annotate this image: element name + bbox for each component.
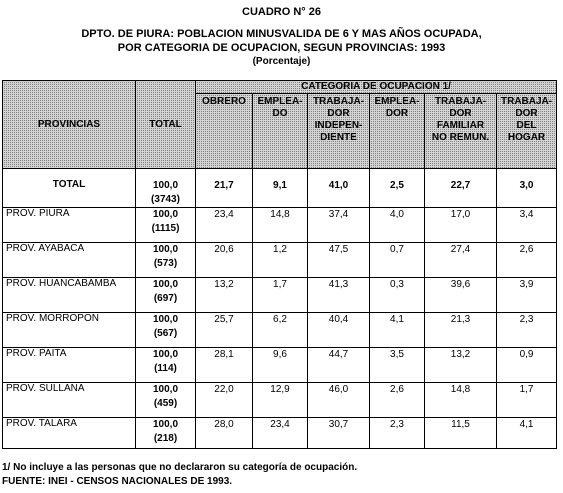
cell-empleado bbox=[253, 383, 308, 418]
cell-value: 4,0 bbox=[390, 209, 404, 220]
cell-total-count: (114) bbox=[154, 363, 177, 374]
cell-value: 46,0 bbox=[328, 384, 349, 395]
header-empleado bbox=[253, 94, 308, 169]
header-line: DO bbox=[272, 108, 288, 119]
cell-value: 2,6 bbox=[390, 384, 404, 395]
cell-independiente bbox=[308, 313, 370, 348]
cell-value: 12,9 bbox=[270, 384, 290, 395]
header-line: TRABAJA- bbox=[312, 96, 365, 107]
cell-value: 1,7 bbox=[273, 279, 287, 290]
cell-independiente bbox=[308, 208, 370, 243]
cell-value: 0,7 bbox=[390, 244, 404, 255]
cell-total-count: (218) bbox=[153, 433, 178, 444]
cell-value: 21,7 bbox=[214, 180, 234, 191]
cell-value: 2,3 bbox=[519, 314, 534, 325]
cell-total bbox=[136, 348, 196, 383]
cell-empleado bbox=[253, 348, 308, 383]
cell-total-count: (697) bbox=[153, 293, 178, 304]
cell-value: 3,0 bbox=[519, 180, 534, 191]
header-empleador bbox=[370, 94, 425, 169]
cell-total-value: 100,0 bbox=[152, 314, 179, 325]
cell-obrero bbox=[196, 243, 253, 278]
cell-obrero bbox=[196, 169, 253, 208]
cell-empleador bbox=[370, 313, 425, 348]
cell-hogar bbox=[497, 208, 557, 243]
cell-value: 0,3 bbox=[390, 279, 404, 290]
table-row bbox=[3, 418, 557, 449]
header-total: TOTAL bbox=[136, 81, 196, 169]
cell-total-value: 100,0 bbox=[152, 209, 179, 220]
cell-hogar bbox=[497, 278, 557, 313]
cell-value: 1,2 bbox=[273, 244, 287, 255]
cell-obrero bbox=[196, 383, 253, 418]
cell-obrero bbox=[196, 313, 253, 348]
cell-value: 41,3 bbox=[328, 279, 349, 290]
cell-familiar bbox=[425, 278, 497, 313]
cell-empleador bbox=[370, 383, 425, 418]
header-line: DEL bbox=[516, 120, 537, 131]
cell-total bbox=[136, 278, 196, 313]
table-row bbox=[3, 243, 557, 278]
cell-value: 6,2 bbox=[273, 314, 287, 325]
cell-value: 25,7 bbox=[214, 314, 234, 325]
cell-independiente bbox=[308, 418, 370, 449]
table-unit: (Porcentaje) bbox=[252, 56, 311, 67]
cell-obrero bbox=[196, 208, 253, 243]
cell-value: 47,5 bbox=[328, 244, 349, 255]
cell-empleado bbox=[253, 243, 308, 278]
cell-total-count: (573) bbox=[153, 258, 178, 269]
data-table bbox=[2, 80, 557, 449]
cell-independiente bbox=[308, 243, 370, 278]
cell-provincia: PROV. AYABACA bbox=[3, 243, 136, 278]
cell-familiar bbox=[425, 169, 497, 208]
cell-total-value: 100,0 bbox=[152, 279, 179, 290]
cell-total bbox=[136, 418, 196, 449]
cell-value: 4,1 bbox=[519, 419, 534, 430]
cell-value: 40,4 bbox=[328, 314, 349, 325]
cell-empleado bbox=[253, 313, 308, 348]
cell-total bbox=[136, 169, 196, 208]
cell-value: 21,3 bbox=[450, 314, 471, 325]
table-title-line1: DPTO. DE PIURA: POBLACION MINUSVALIDA DE 6 Y MAS AÑOS OCUPADA, bbox=[81, 28, 482, 40]
cell-provincia: PROV. MORROPON bbox=[3, 313, 136, 348]
cell-familiar bbox=[425, 383, 497, 418]
cell-value: 2,6 bbox=[519, 244, 534, 255]
cell-total bbox=[136, 208, 196, 243]
header-obrero bbox=[196, 94, 253, 169]
header-line: DOR bbox=[327, 108, 350, 119]
cell-value: 22,7 bbox=[450, 180, 471, 191]
cell-provincia: PROV. SULLANA bbox=[3, 383, 136, 418]
cell-provincia: PROV. TALARA bbox=[3, 418, 136, 449]
cell-empleado bbox=[253, 418, 308, 449]
cell-provincia: PROV. HUANCABAMBA bbox=[3, 278, 136, 313]
cell-value: 17,0 bbox=[450, 209, 471, 220]
cell-hogar bbox=[497, 383, 557, 418]
cell-total-value: 100,0 bbox=[152, 180, 179, 191]
cell-empleador bbox=[370, 418, 425, 449]
cell-hogar bbox=[497, 169, 557, 208]
cell-value: 37,4 bbox=[328, 209, 349, 220]
title-block bbox=[0, 6, 563, 69]
cell-value: 9,6 bbox=[273, 349, 287, 360]
cell-value: 13,2 bbox=[214, 279, 234, 290]
cell-empleador bbox=[370, 243, 425, 278]
cell-value: 22,0 bbox=[214, 384, 234, 395]
header-line: DIENTE bbox=[320, 132, 357, 143]
cell-provincia: PROV. PAITA bbox=[3, 348, 136, 383]
cell-empleador bbox=[370, 208, 425, 243]
cell-familiar bbox=[425, 243, 497, 278]
cell-value: 4,1 bbox=[390, 314, 404, 325]
cell-value: 28,0 bbox=[214, 419, 234, 430]
header-line: TRABAJA- bbox=[434, 96, 487, 107]
cell-total-count: (3743) bbox=[151, 194, 180, 205]
cell-value: 13,2 bbox=[450, 349, 471, 360]
header-line: DOR bbox=[449, 108, 472, 119]
cell-value: 27,4 bbox=[450, 244, 471, 255]
cell-obrero bbox=[196, 278, 253, 313]
cell-independiente bbox=[308, 278, 370, 313]
cell-value: 2,3 bbox=[390, 419, 404, 430]
header-line: INDEPEN- bbox=[314, 120, 363, 131]
cell-obrero bbox=[196, 348, 253, 383]
cell-provincia: TOTAL bbox=[3, 169, 136, 208]
cell-value: 14,8 bbox=[270, 209, 290, 220]
table-row bbox=[3, 348, 557, 383]
table-row bbox=[3, 313, 557, 348]
cell-value: 11,5 bbox=[451, 419, 470, 430]
cell-value: 30,7 bbox=[328, 419, 349, 430]
table-number: CUADRO N° 26 bbox=[242, 6, 321, 18]
footnote: 1/ No incluye a las personas que no declararon su categoría de ocupación. bbox=[2, 462, 358, 473]
header-line: OBRERO bbox=[202, 96, 246, 107]
header-line: EMPLEA- bbox=[374, 96, 420, 107]
header-line: FAMILIAR bbox=[436, 120, 485, 131]
cell-total-count: (1115) bbox=[151, 223, 180, 234]
table-row bbox=[3, 208, 557, 243]
cell-value: 44,7 bbox=[328, 349, 349, 360]
cell-value: 41,0 bbox=[328, 180, 349, 191]
cell-total-value: 100,0 bbox=[152, 244, 179, 255]
header-trabajador-hogar bbox=[497, 94, 557, 169]
footer bbox=[2, 461, 357, 489]
cell-hogar bbox=[497, 243, 557, 278]
cell-value: 9,1 bbox=[273, 180, 287, 191]
table-body bbox=[3, 169, 557, 449]
cell-independiente bbox=[308, 169, 370, 208]
cell-value: 3,4 bbox=[519, 209, 534, 220]
table-row bbox=[3, 278, 557, 313]
cell-independiente bbox=[308, 348, 370, 383]
cell-value: 39,6 bbox=[450, 279, 471, 290]
cell-familiar bbox=[425, 348, 497, 383]
cell-familiar bbox=[425, 313, 497, 348]
cell-total-value: 100,0 bbox=[152, 384, 179, 395]
cell-value: 1,7 bbox=[519, 384, 534, 395]
source-note: FUENTE: INEI - CENSOS NACIONALES DE 1993. bbox=[2, 476, 233, 487]
cell-familiar bbox=[425, 208, 497, 243]
cell-empleador bbox=[370, 348, 425, 383]
cell-total-value: 100,0 bbox=[152, 419, 179, 430]
cell-hogar bbox=[497, 313, 557, 348]
cell-total bbox=[136, 383, 196, 418]
cell-total bbox=[136, 243, 196, 278]
header-line: TRABAJA- bbox=[500, 96, 553, 107]
cell-value: 14,8 bbox=[450, 384, 471, 395]
cell-hogar bbox=[497, 348, 557, 383]
header-trabajador-independiente bbox=[308, 94, 370, 169]
cell-value: 2,5 bbox=[390, 180, 404, 191]
cell-value: 0,9 bbox=[519, 349, 534, 360]
cell-value: 3,5 bbox=[390, 349, 404, 360]
table-row bbox=[3, 169, 557, 208]
header-line: DOR bbox=[515, 108, 538, 119]
cell-value: 23,4 bbox=[214, 209, 234, 220]
cell-total-count: (567) bbox=[153, 328, 178, 339]
header-trabajador-familiar bbox=[425, 94, 497, 169]
cell-empleado bbox=[253, 169, 308, 208]
header-line: EMPLEA- bbox=[257, 96, 303, 107]
table-title-line2: POR CATEGORIA DE OCUPACION, SEGUN PROVINCIAS: 1993 bbox=[117, 42, 446, 54]
cell-empleador bbox=[370, 278, 425, 313]
cell-empleador bbox=[370, 169, 425, 208]
cell-familiar bbox=[425, 418, 497, 449]
cell-empleado bbox=[253, 208, 308, 243]
header-line: HOGAR bbox=[507, 132, 546, 143]
header-line: NO REMUN. bbox=[431, 132, 490, 143]
cell-value: 20,6 bbox=[214, 244, 234, 255]
cell-independiente bbox=[308, 383, 370, 418]
header-categoria: CATEGORIA DE OCUPACION 1/ bbox=[196, 81, 557, 94]
cell-value: 3,9 bbox=[519, 279, 534, 290]
cell-empleado bbox=[253, 278, 308, 313]
cell-total bbox=[136, 313, 196, 348]
table-row bbox=[3, 383, 557, 418]
cell-total-count: (459) bbox=[153, 398, 178, 409]
cell-value: 28,1 bbox=[214, 349, 234, 360]
cell-hogar bbox=[497, 418, 557, 449]
cell-provincia: PROV. PIURA bbox=[3, 208, 136, 243]
cell-value: 23,4 bbox=[270, 419, 290, 430]
cell-total-value: 100,0 bbox=[152, 349, 179, 360]
header-provincias: PROVINCIAS bbox=[3, 81, 136, 169]
header-line: DOR bbox=[385, 108, 409, 119]
cell-obrero bbox=[196, 418, 253, 449]
